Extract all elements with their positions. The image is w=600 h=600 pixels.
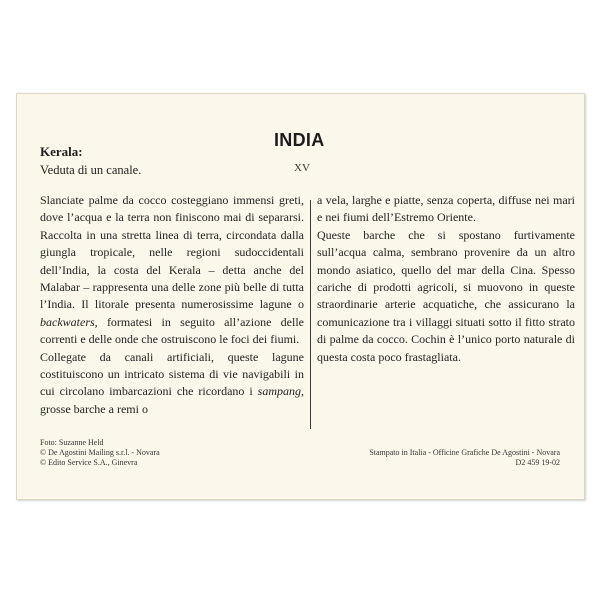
text-run: , grosse barche a remi o	[40, 384, 304, 416]
paragraph: a vela, larghe e piatte, senza coperta, diffuse nei mari e nei fiumi dell’Estremo Oriente.	[317, 193, 575, 225]
text-run: Slanciate palme da cocco costeggiano immensi greti, dove l’acqua e la terra non finiscono mai di separarsi. Raccolta in una stretta linea di terra, circondata dalla giungla tropicale, nelle regioni sudoccidentali dell’India, la costa del Kerala – detta anche del Malabar – rappresenta una delle zone più belle di tutta l’India. Il litorale presenta numerosissime lagune o	[40, 193, 304, 312]
card-number: XV	[294, 162, 310, 174]
product-code: D2 459 19-02	[515, 458, 560, 467]
region-heading: Kerala:	[40, 144, 83, 159]
italic-term: backwaters	[40, 314, 95, 329]
text-column-right	[317, 192, 575, 366]
paragraph	[40, 349, 304, 419]
text-run: , formatesi in seguito all’azione delle correnti e delle onde che ostruiscono le foci dei fiumi.	[40, 314, 304, 347]
printer-line: Stampato in Italia - Officine Grafiche De Agostini - Novara	[369, 448, 560, 457]
credit-line: Foto: Suzanne Held	[40, 438, 104, 447]
italic-term: sampang	[257, 384, 301, 399]
column-divider	[310, 200, 311, 429]
credit-line: © Edito Service S.A., Ginevra	[40, 458, 138, 467]
paragraph	[40, 192, 304, 349]
text-column-left	[40, 192, 304, 418]
printer-info	[369, 448, 560, 468]
page-title: INDIA	[274, 130, 325, 150]
paragraph: Queste barche che si spostano furtivamente sull’acqua calma, sembrano provenire da un altro mondo asiatico, quello del mar della Cina. Spesso cariche di prodotti agricoli, si muovono in queste straordinarie arterie acquatiche, che assicurano la comunicazione tra i villaggi situati sotto il fitto strato di palme da cocco. Cochin è l’unico porto naturale di questa costa poco frastagliata.	[317, 227, 575, 364]
credit-line: © De Agostini Mailing s.r.l. - Novara	[40, 448, 160, 457]
text-run: Collegate da canali artificiali, queste lagune costituiscono un intricato sistema di vie navigabili in cui circolano imbarcazioni che ricordano i	[40, 349, 304, 399]
caption-subtitle: Veduta di un canale.	[40, 163, 142, 177]
photo-credits	[40, 438, 160, 468]
